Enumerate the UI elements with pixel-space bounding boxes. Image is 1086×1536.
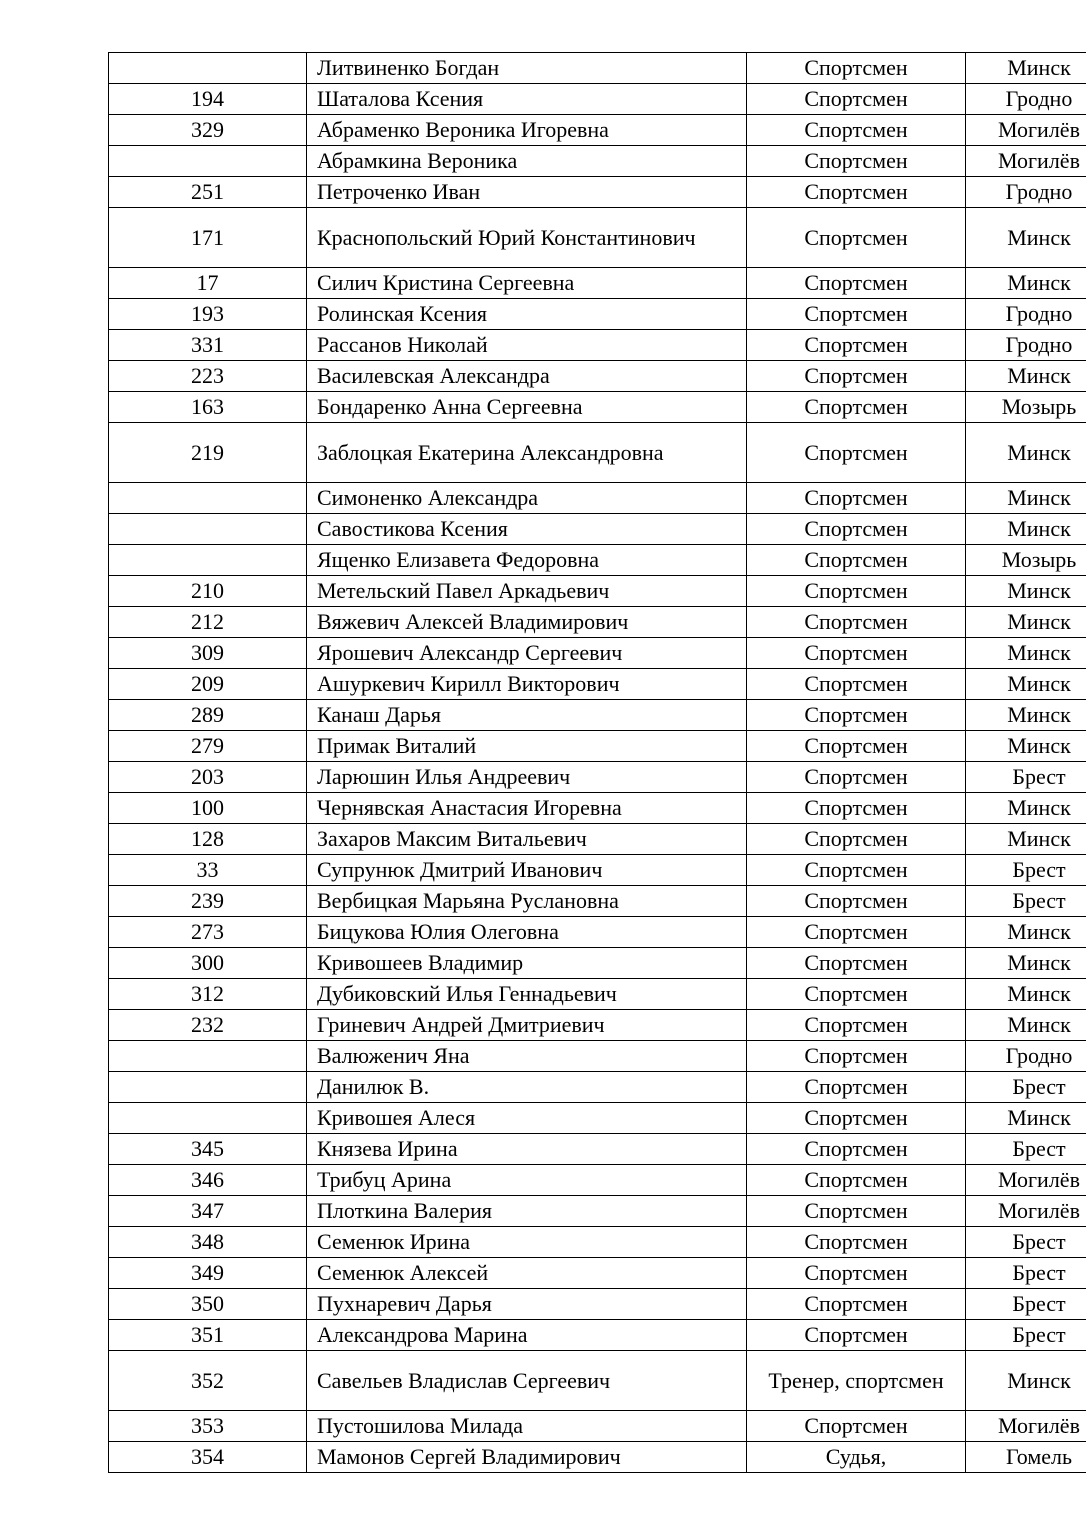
participant-name-cell: Савостикова Ксения [307, 514, 747, 545]
table-row [109, 208, 1086, 268]
participant-number-cell: 273 [109, 917, 307, 948]
participant-city-cell: Минск [966, 917, 1086, 948]
participant-number-cell: 194 [109, 84, 307, 115]
participant-number-cell: 353 [109, 1411, 307, 1442]
participant-role-cell: Спортсмен [747, 886, 966, 917]
table-row [109, 330, 1086, 361]
participant-city-cell: Мозырь [966, 545, 1086, 576]
participant-number-cell: 279 [109, 731, 307, 762]
participant-number-cell: 223 [109, 361, 307, 392]
table-row [109, 1134, 1086, 1165]
table-row [109, 268, 1086, 299]
participant-name-cell: Рассанов Николай [307, 330, 747, 361]
table-row [109, 948, 1086, 979]
participant-role-cell: Спортсмен [747, 330, 966, 361]
participant-number-cell: 212 [109, 607, 307, 638]
participant-number-cell: 219 [109, 423, 307, 483]
participant-number-cell: 347 [109, 1196, 307, 1227]
participants-table [108, 52, 1086, 1473]
participant-city-cell: Минск [966, 1103, 1086, 1134]
table-row [109, 423, 1086, 483]
participant-number-cell: 193 [109, 299, 307, 330]
participant-city-cell: Минск [966, 669, 1086, 700]
participant-city-cell: Мозырь [966, 392, 1086, 423]
participant-number-cell [109, 545, 307, 576]
participant-number-cell: 239 [109, 886, 307, 917]
participant-city-cell: Гродно [966, 84, 1086, 115]
participant-city-cell: Минск [966, 1351, 1086, 1411]
participant-number-cell: 309 [109, 638, 307, 669]
table-row [109, 1103, 1086, 1134]
participant-role-cell: Спортсмен [747, 1196, 966, 1227]
table-row [109, 146, 1086, 177]
participant-role-cell: Спортсмен [747, 115, 966, 146]
table-row [109, 1041, 1086, 1072]
participant-city-cell: Гродно [966, 177, 1086, 208]
participant-city-cell: Минск [966, 268, 1086, 299]
participant-name-cell: Дубиковский Илья Геннадьевич [307, 979, 747, 1010]
participant-role-cell: Спортсмен [747, 1320, 966, 1351]
participant-name-cell: Примак Виталий [307, 731, 747, 762]
participant-city-cell: Минск [966, 483, 1086, 514]
participant-name-cell: Метельский Павел Аркадьевич [307, 576, 747, 607]
participant-role-cell: Спортсмен [747, 146, 966, 177]
participant-city-cell: Брест [966, 1258, 1086, 1289]
participant-number-cell: 232 [109, 1010, 307, 1041]
participant-role-cell: Тренер, спортсмен [747, 1351, 966, 1411]
participant-number-cell: 33 [109, 855, 307, 886]
table-row [109, 361, 1086, 392]
participant-name-cell: Краснопольский Юрий Константинович [307, 208, 747, 268]
participant-number-cell: 346 [109, 1165, 307, 1196]
table-row [109, 1289, 1086, 1320]
participant-role-cell: Спортсмен [747, 1010, 966, 1041]
participant-name-cell: Бондаренко Анна Сергеевна [307, 392, 747, 423]
participant-role-cell: Спортсмен [747, 545, 966, 576]
table-row [109, 762, 1086, 793]
participant-role-cell: Спортсмен [747, 84, 966, 115]
participant-city-cell: Минск [966, 514, 1086, 545]
participant-number-cell: 354 [109, 1442, 307, 1473]
participant-role-cell: Спортсмен [747, 423, 966, 483]
participant-name-cell: Савельев Владислав Сергеевич [307, 1351, 747, 1411]
participant-city-cell: Могилёв [966, 146, 1086, 177]
participant-name-cell: Петроченко Иван [307, 177, 747, 208]
participant-city-cell: Минск [966, 793, 1086, 824]
participant-role-cell: Спортсмен [747, 1134, 966, 1165]
participant-number-cell: 349 [109, 1258, 307, 1289]
participant-number-cell: 163 [109, 392, 307, 423]
participant-number-cell: 345 [109, 1134, 307, 1165]
participants-table-body [109, 53, 1086, 1473]
participant-role-cell: Спортсмен [747, 855, 966, 886]
table-row [109, 855, 1086, 886]
participant-city-cell: Минск [966, 638, 1086, 669]
participant-city-cell: Гродно [966, 330, 1086, 361]
table-row [109, 638, 1086, 669]
participant-city-cell: Минск [966, 607, 1086, 638]
participant-city-cell: Минск [966, 208, 1086, 268]
table-row [109, 115, 1086, 146]
table-row [109, 1227, 1086, 1258]
table-row [109, 545, 1086, 576]
participant-city-cell: Брест [966, 886, 1086, 917]
participant-city-cell: Минск [966, 948, 1086, 979]
table-row [109, 84, 1086, 115]
participant-number-cell: 128 [109, 824, 307, 855]
participant-role-cell: Спортсмен [747, 824, 966, 855]
participant-name-cell: Семенюк Алексей [307, 1258, 747, 1289]
participant-role-cell: Спортсмен [747, 1165, 966, 1196]
participant-number-cell [109, 53, 307, 84]
participant-number-cell: 203 [109, 762, 307, 793]
table-row [109, 1010, 1086, 1041]
participant-role-cell: Спортсмен [747, 1289, 966, 1320]
participant-name-cell: Данилюк В. [307, 1072, 747, 1103]
participant-role-cell: Спортсмен [747, 299, 966, 330]
participant-role-cell: Спортсмен [747, 917, 966, 948]
participant-role-cell: Спортсмен [747, 731, 966, 762]
participant-name-cell: Литвиненко Богдан [307, 53, 747, 84]
participant-city-cell: Минск [966, 700, 1086, 731]
participant-number-cell: 350 [109, 1289, 307, 1320]
participant-name-cell: Захаров Максим Витальевич [307, 824, 747, 855]
participant-name-cell: Кривошеев Владимир [307, 948, 747, 979]
participant-role-cell: Спортсмен [747, 700, 966, 731]
participant-number-cell: 300 [109, 948, 307, 979]
participant-name-cell: Мамонов Сергей Владимирович [307, 1442, 747, 1473]
participant-role-cell: Спортсмен [747, 268, 966, 299]
participant-city-cell: Могилёв [966, 115, 1086, 146]
table-row [109, 1196, 1086, 1227]
participant-role-cell: Спортсмен [747, 762, 966, 793]
table-row [109, 979, 1086, 1010]
participant-number-cell: 209 [109, 669, 307, 700]
participant-role-cell: Спортсмен [747, 1072, 966, 1103]
participant-role-cell: Спортсмен [747, 576, 966, 607]
participant-name-cell: Заблоцкая Екатерина Александровна [307, 423, 747, 483]
participant-name-cell: Ашуркевич Кирилл Викторович [307, 669, 747, 700]
table-row [109, 793, 1086, 824]
participant-role-cell: Спортсмен [747, 793, 966, 824]
participant-city-cell: Минск [966, 731, 1086, 762]
participant-role-cell: Спортсмен [747, 483, 966, 514]
participant-name-cell: Пухнаревич Дарья [307, 1289, 747, 1320]
table-row [109, 1072, 1086, 1103]
participant-number-cell: 210 [109, 576, 307, 607]
participant-city-cell: Гродно [966, 1041, 1086, 1072]
participant-city-cell: Минск [966, 824, 1086, 855]
table-row [109, 669, 1086, 700]
table-row [109, 1442, 1086, 1473]
participant-role-cell: Спортсмен [747, 638, 966, 669]
participant-number-cell [109, 1103, 307, 1134]
participant-name-cell: Абрамкина Вероника [307, 146, 747, 177]
participant-number-cell: 289 [109, 700, 307, 731]
participant-number-cell: 100 [109, 793, 307, 824]
table-row [109, 1351, 1086, 1411]
participant-name-cell: Силич Кристина Сергеевна [307, 268, 747, 299]
participant-number-cell: 329 [109, 115, 307, 146]
participant-name-cell: Семенюк Ирина [307, 1227, 747, 1258]
participant-city-cell: Брест [966, 1320, 1086, 1351]
participant-number-cell: 171 [109, 208, 307, 268]
participant-city-cell: Могилёв [966, 1165, 1086, 1196]
participant-name-cell: Валюженич Яна [307, 1041, 747, 1072]
participant-name-cell: Супрунюк Дмитрий Иванович [307, 855, 747, 886]
table-row [109, 700, 1086, 731]
participant-name-cell: Кривошея Алеся [307, 1103, 747, 1134]
participant-role-cell: Судья, [747, 1442, 966, 1473]
participant-name-cell: Чернявская Анастасия Игоревна [307, 793, 747, 824]
participant-name-cell: Канаш Дарья [307, 700, 747, 731]
participant-city-cell: Брест [966, 1072, 1086, 1103]
participant-name-cell: Вербицкая Марьяна Руслановна [307, 886, 747, 917]
participant-city-cell: Брест [966, 762, 1086, 793]
table-row [109, 607, 1086, 638]
participant-number-cell [109, 1041, 307, 1072]
participant-role-cell: Спортсмен [747, 514, 966, 545]
table-row [109, 514, 1086, 545]
participant-city-cell: Гомель [966, 1442, 1086, 1473]
participant-name-cell: Абраменко Вероника Игоревна [307, 115, 747, 146]
table-row [109, 731, 1086, 762]
participant-city-cell: Могилёв [966, 1196, 1086, 1227]
participant-city-cell: Минск [966, 361, 1086, 392]
participant-role-cell: Спортсмен [747, 1258, 966, 1289]
participant-number-cell [109, 483, 307, 514]
participant-role-cell: Спортсмен [747, 1041, 966, 1072]
table-row [109, 1165, 1086, 1196]
participant-number-cell: 351 [109, 1320, 307, 1351]
participant-role-cell: Спортсмен [747, 669, 966, 700]
participant-name-cell: Ролинская Ксения [307, 299, 747, 330]
participant-city-cell: Брест [966, 1289, 1086, 1320]
participant-number-cell: 251 [109, 177, 307, 208]
table-row [109, 483, 1086, 514]
participant-name-cell: Ярошевич Александр Сергеевич [307, 638, 747, 669]
participant-number-cell: 17 [109, 268, 307, 299]
participant-name-cell: Пустошилова Милада [307, 1411, 747, 1442]
table-row [109, 886, 1086, 917]
participant-name-cell: Гриневич Андрей Дмитриевич [307, 1010, 747, 1041]
table-row [109, 576, 1086, 607]
participant-number-cell: 331 [109, 330, 307, 361]
table-row [109, 392, 1086, 423]
participant-name-cell: Плоткина Валерия [307, 1196, 747, 1227]
participant-city-cell: Минск [966, 979, 1086, 1010]
participant-role-cell: Спортсмен [747, 361, 966, 392]
participant-number-cell: 348 [109, 1227, 307, 1258]
participant-name-cell: Бицукова Юлия Олеговна [307, 917, 747, 948]
table-row [109, 1411, 1086, 1442]
participant-city-cell: Минск [966, 1010, 1086, 1041]
participant-city-cell: Могилёв [966, 1411, 1086, 1442]
table-row [109, 917, 1086, 948]
participant-role-cell: Спортсмен [747, 948, 966, 979]
participant-role-cell: Спортсмен [747, 607, 966, 638]
table-row [109, 1258, 1086, 1289]
participant-city-cell: Гродно [966, 299, 1086, 330]
participant-role-cell: Спортсмен [747, 208, 966, 268]
participant-name-cell: Ларюшин Илья Андреевич [307, 762, 747, 793]
participant-name-cell: Трибуц Арина [307, 1165, 747, 1196]
participant-city-cell: Минск [966, 576, 1086, 607]
participant-number-cell [109, 146, 307, 177]
participant-city-cell: Брест [966, 855, 1086, 886]
participant-role-cell: Спортсмен [747, 392, 966, 423]
table-row [109, 1320, 1086, 1351]
participant-role-cell: Спортсмен [747, 1227, 966, 1258]
participant-name-cell: Ященко Елизавета Федоровна [307, 545, 747, 576]
table-row [109, 177, 1086, 208]
participant-city-cell: Брест [966, 1134, 1086, 1165]
participant-name-cell: Шаталова Ксения [307, 84, 747, 115]
participant-number-cell [109, 514, 307, 545]
participant-role-cell: Спортсмен [747, 1411, 966, 1442]
participant-name-cell: Василевская Александра [307, 361, 747, 392]
participant-city-cell: Минск [966, 423, 1086, 483]
participant-role-cell: Спортсмен [747, 1103, 966, 1134]
participant-number-cell: 312 [109, 979, 307, 1010]
participant-name-cell: Вяжевич Алексей Владимирович [307, 607, 747, 638]
participant-city-cell: Минск [966, 53, 1086, 84]
participant-name-cell: Князева Ирина [307, 1134, 747, 1165]
participant-city-cell: Брест [966, 1227, 1086, 1258]
participant-role-cell: Спортсмен [747, 53, 966, 84]
participant-name-cell: Симоненко Александра [307, 483, 747, 514]
table-row [109, 53, 1086, 84]
participant-role-cell: Спортсмен [747, 979, 966, 1010]
participant-name-cell: Александрова Марина [307, 1320, 747, 1351]
participant-role-cell: Спортсмен [747, 177, 966, 208]
table-row [109, 824, 1086, 855]
table-row [109, 299, 1086, 330]
participant-number-cell: 352 [109, 1351, 307, 1411]
participant-number-cell [109, 1072, 307, 1103]
